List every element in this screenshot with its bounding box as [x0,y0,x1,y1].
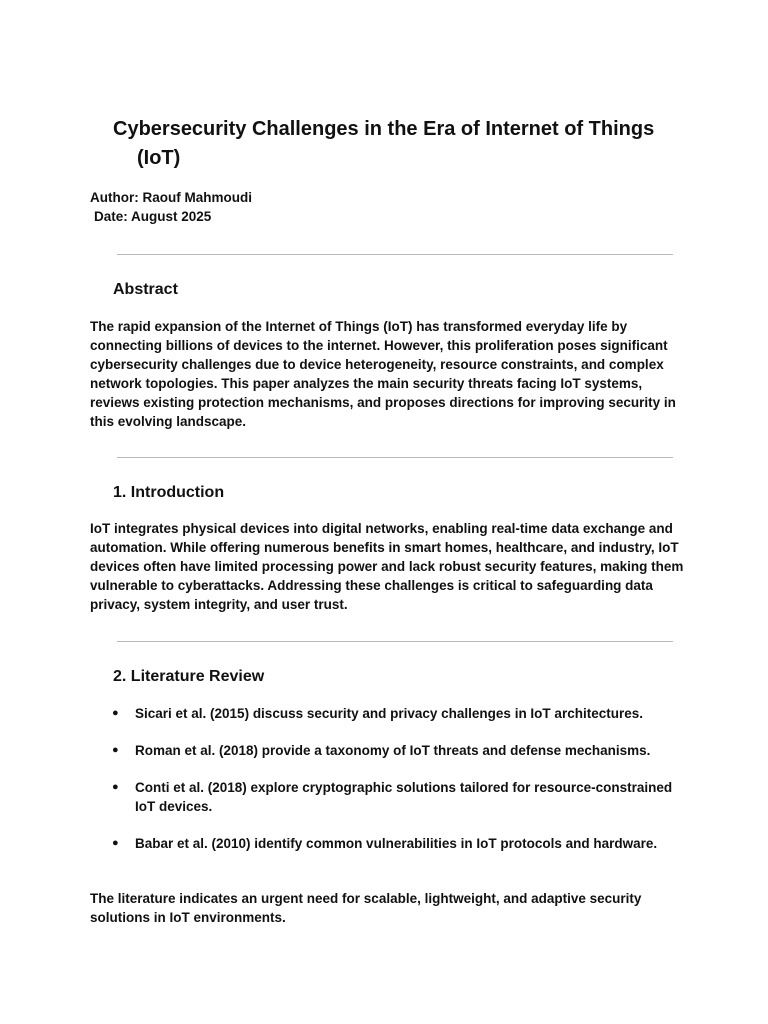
divider-introduction [117,457,673,458]
list-item [90,704,685,723]
literature-review-list [90,704,690,853]
list-item-text: Roman et al. (2018) provide a taxonomy of IoT threats and defense mechanisms. [135,743,651,758]
list-item-text: Sicari et al. (2015) discuss security and privacy challenges in IoT architectures. [135,706,643,721]
list-item-text: Babar et al. (2010) identify common vulnerabilities in IoT protocols and hardware. [135,836,658,851]
abstract-heading: Abstract [113,281,178,298]
divider-abstract [117,254,673,255]
divider-literature-review [117,641,673,642]
list-item-text: Conti et al. (2018) explore cryptographic solutions tailored for resource-constrained IoT devices. [135,780,673,814]
list-item [90,778,685,816]
introduction-text: IoT integrates physical devices into digital networks, enabling real-time data exchange and automation. While offering numerous benefits in smart homes, healthcare, and industry, IoT devices often have limited processing power and lack robust security features, making them vulnerable to cyberattacks. Addressing these challenges is critical to safeguarding data privacy, system integrity, and user trust. [90,521,684,612]
abstract-text: The rapid expansion of the Internet of Things (IoT) has transformed everyday life by connecting billions of devices to the internet. However, this proliferation poses significant cybersecurity challenges due to device heterogeneity, resource constraints, and complex network topologies. This paper analyzes the main security threats facing IoT systems, reviews existing protection mechanisms, and proposes directions for improving security in this evolving landscape. [90,319,676,429]
author-line: Author: Raouf Mahmoudi [90,190,252,205]
literature-review-conclusion: The literature indicates an urgent need for scalable, lightweight, and adaptive security solutions in IoT environments. [90,891,642,925]
list-item [90,741,685,760]
bullet-icon: ● [112,744,119,756]
introduction-heading: 1. Introduction [113,484,225,501]
date-line: Date: August 2025 [94,209,212,224]
bullet-icon: ● [112,837,119,849]
literature-review-heading: 2. Literature Review [113,668,265,685]
bullet-icon: ● [112,781,119,793]
list-item [90,834,685,853]
paper-title: Cybersecurity Challenges in the Era of Internet of Things (IoT) [113,118,655,169]
bullet-icon: ● [112,707,119,719]
